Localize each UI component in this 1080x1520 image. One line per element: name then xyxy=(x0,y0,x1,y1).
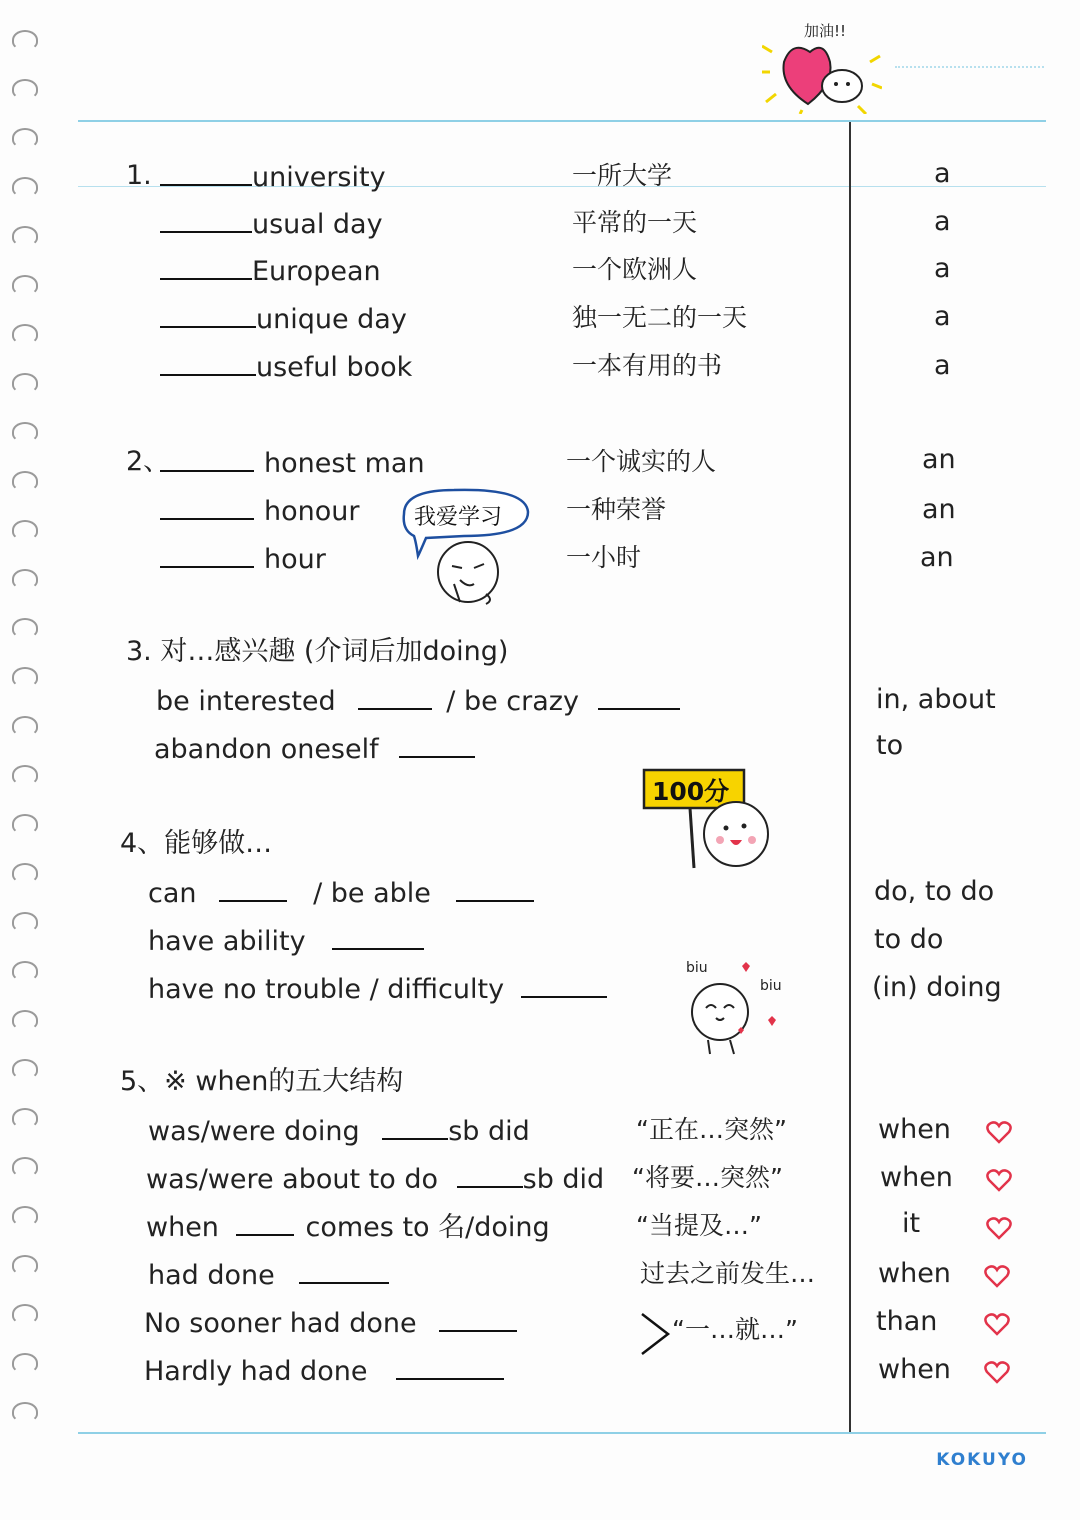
s5-row-1-answer: when xyxy=(878,1114,951,1145)
s4-line-3 xyxy=(148,972,607,1006)
s2-row-2-cn: 一种荣誉 xyxy=(566,495,667,524)
answer-blank xyxy=(160,446,254,472)
s5-row-3-pre: when xyxy=(146,1212,219,1243)
s1-row-4-en: unique day xyxy=(256,304,407,335)
s3-answer-1: in, about xyxy=(876,684,996,715)
answer-blank xyxy=(457,1162,523,1188)
ring-icon xyxy=(12,667,38,687)
biu-right-text: biu xyxy=(760,978,782,994)
s5-row-1-cn: “正在…突然” xyxy=(636,1115,787,1144)
s2-row-3-en: hour xyxy=(264,544,326,575)
header-rule xyxy=(78,120,1046,122)
biu-sticker-icon xyxy=(680,956,792,1060)
s1-row-3-en: European xyxy=(252,256,381,287)
s5-row-3-post: comes to 名/doing xyxy=(305,1212,550,1243)
ring-icon xyxy=(12,30,38,50)
answer-blank xyxy=(160,160,252,186)
s2-row-1-en: honest man xyxy=(264,448,425,479)
section-2-number: 2、 xyxy=(126,446,171,477)
date-dotted-line xyxy=(895,66,1044,68)
s5-row-2-answer: when xyxy=(880,1162,953,1193)
ring-icon xyxy=(12,177,38,197)
heart-icon xyxy=(984,1312,1010,1336)
s5-row-4-pre: had done xyxy=(148,1260,275,1291)
s5-row-3 xyxy=(146,1210,550,1244)
answer-blank xyxy=(358,684,432,710)
s2-row-3-cn: 一小时 xyxy=(566,543,642,572)
s5-row-3-answer: it xyxy=(902,1208,921,1239)
s1-row-5-en: useful book xyxy=(256,352,413,383)
brace-arrow-icon xyxy=(638,1310,674,1356)
answer-blank xyxy=(521,972,607,998)
answer-column-divider xyxy=(849,122,851,1432)
ring-icon xyxy=(12,128,38,148)
ring-icon xyxy=(12,863,38,883)
s1-row-5-cn: 一本有用的书 xyxy=(572,351,723,380)
heart-icon xyxy=(986,1120,1012,1144)
ring-icon xyxy=(12,1402,38,1422)
ring-icon xyxy=(12,569,38,589)
study-bubble-text: 我爱学习 xyxy=(414,505,503,530)
s5-row-5-answer: than xyxy=(876,1306,938,1337)
s4-answer-1: do, to do xyxy=(874,876,995,907)
ring-icon xyxy=(12,814,38,834)
ring-icon xyxy=(12,471,38,491)
s4-answer-3: (in) doing xyxy=(872,972,1002,1003)
s5-brace-note: “一…就…” xyxy=(672,1315,798,1344)
ring-icon xyxy=(12,520,38,540)
ring-icon xyxy=(12,373,38,393)
ring-icon xyxy=(12,1255,38,1275)
study-bubble-sticker-icon xyxy=(394,484,534,608)
score-sign-text: 100分 xyxy=(652,777,730,806)
s5-row-4 xyxy=(148,1258,389,1292)
ring-icon xyxy=(12,1304,38,1324)
section-5-title: 5、※ when的五大结构 xyxy=(120,1066,404,1097)
s5-row-4-cn: 过去之前发生… xyxy=(640,1259,816,1288)
s1-row-2 xyxy=(160,207,383,241)
spiral-binding xyxy=(12,30,48,1451)
ring-icon xyxy=(12,1108,38,1128)
ring-icon xyxy=(12,1059,38,1079)
s4-line-1-a: can xyxy=(148,878,197,909)
s1-row-1-en: university xyxy=(252,162,386,193)
s2-row-1-cn: 一个诚实的人 xyxy=(566,447,717,476)
s2-row-2-answer: an xyxy=(922,494,956,525)
answer-blank xyxy=(399,732,475,758)
s5-row-1 xyxy=(148,1114,530,1148)
s4-line-1 xyxy=(148,876,534,910)
s5-row-3-cn: “当提及…” xyxy=(636,1211,762,1240)
s5-row-2-cn: “将要…突然” xyxy=(632,1163,783,1192)
s5-row-1-pre: was/were doing xyxy=(148,1116,360,1147)
s5-row-6-answer: when xyxy=(878,1354,951,1385)
s1-row-2-en: usual day xyxy=(252,209,383,240)
answer-blank xyxy=(160,207,252,233)
answer-blank xyxy=(160,494,254,520)
ring-icon xyxy=(12,1206,38,1226)
ring-icon xyxy=(12,1010,38,1030)
s4-line-3-text: have no trouble / difficulty xyxy=(148,974,505,1005)
ring-icon xyxy=(12,275,38,295)
s5-row-6 xyxy=(144,1354,504,1388)
s2-row-1 xyxy=(160,446,425,480)
ring-icon xyxy=(12,226,38,246)
s5-row-2-pre: was/were about to do xyxy=(146,1164,439,1195)
s1-row-3-answer: a xyxy=(934,253,951,284)
answer-blank xyxy=(160,542,254,568)
answer-blank xyxy=(236,1210,294,1236)
score-sign-sticker-icon xyxy=(640,764,780,874)
heart-icon xyxy=(984,1264,1010,1288)
s5-row-5 xyxy=(144,1306,517,1340)
answer-blank xyxy=(160,254,252,280)
s5-row-5-pre: No sooner had done xyxy=(144,1308,417,1339)
answer-blank xyxy=(396,1354,504,1380)
answer-blank xyxy=(219,876,287,902)
heart-icon xyxy=(986,1216,1012,1240)
ring-icon xyxy=(12,324,38,344)
answer-blank xyxy=(160,302,256,328)
s1-row-4 xyxy=(160,302,407,336)
ring-icon xyxy=(12,765,38,785)
s2-row-2-en: honour xyxy=(264,496,360,527)
s1-row-1-cn: 一所大学 xyxy=(572,161,673,190)
cheer-sticker-text: 加油!! xyxy=(804,22,847,40)
answer-blank xyxy=(456,876,534,902)
s3-line-1-b: / be crazy xyxy=(446,686,579,717)
answer-blank xyxy=(299,1258,389,1284)
s1-row-5-answer: a xyxy=(934,350,951,381)
ring-icon xyxy=(12,422,38,442)
ring-icon xyxy=(12,1157,38,1177)
ring-icon xyxy=(12,1353,38,1373)
biu-left-text: biu xyxy=(686,960,708,976)
s3-line-1 xyxy=(156,684,680,718)
s2-row-2 xyxy=(160,494,359,528)
s4-line-2 xyxy=(148,924,424,958)
ring-icon xyxy=(12,961,38,981)
s1-row-4-answer: a xyxy=(934,301,951,332)
s2-row-3 xyxy=(160,542,326,576)
section-3-title: 3. 对…感兴趣 (介词后加doing) xyxy=(126,636,509,667)
answer-blank xyxy=(439,1306,517,1332)
s1-row-4-cn: 独一无二的一天 xyxy=(572,303,748,332)
heart-icon xyxy=(984,1360,1010,1384)
s5-row-1-post: sb did xyxy=(448,1116,530,1147)
s4-line-2-text: have ability xyxy=(148,926,306,957)
s1-row-2-answer: a xyxy=(934,206,951,237)
heart-icon xyxy=(986,1168,1012,1192)
s1-row-2-cn: 平常的一天 xyxy=(572,208,698,237)
brand-logo: KOKUYO xyxy=(936,1450,1028,1470)
s1-row-1 xyxy=(160,160,386,194)
s3-line-1-a: be interested xyxy=(156,686,336,717)
s5-row-2 xyxy=(146,1162,604,1196)
s5-row-4-answer: when xyxy=(878,1258,951,1289)
s1-row-1-answer: a xyxy=(934,158,951,189)
s3-answer-2: to xyxy=(876,730,904,761)
section-4-title: 4、能够做… xyxy=(120,828,273,859)
s5-row-2-post: sb did xyxy=(522,1164,605,1195)
s2-row-1-answer: an xyxy=(922,444,956,475)
section-1-number: 1. xyxy=(126,160,152,191)
ring-icon xyxy=(12,618,38,638)
s2-row-3-answer: an xyxy=(920,542,954,573)
s3-line-2-text: abandon oneself xyxy=(154,734,379,765)
footer-rule xyxy=(78,1432,1046,1434)
s5-row-6-pre: Hardly had done xyxy=(144,1356,368,1387)
cheer-sticker-icon xyxy=(762,22,882,114)
s4-answer-2: to do xyxy=(874,924,944,955)
s1-row-3 xyxy=(160,254,381,288)
s1-row-3-cn: 一个欧洲人 xyxy=(572,255,698,284)
answer-blank xyxy=(598,684,680,710)
ring-icon xyxy=(12,716,38,736)
answer-blank xyxy=(382,1114,448,1140)
ring-icon xyxy=(12,79,38,99)
s1-row-5 xyxy=(160,350,412,384)
ring-icon xyxy=(12,912,38,932)
s4-line-1-b: / be able xyxy=(313,878,431,909)
answer-blank xyxy=(332,924,424,950)
answer-blank xyxy=(160,350,256,376)
s3-line-2 xyxy=(154,732,475,766)
